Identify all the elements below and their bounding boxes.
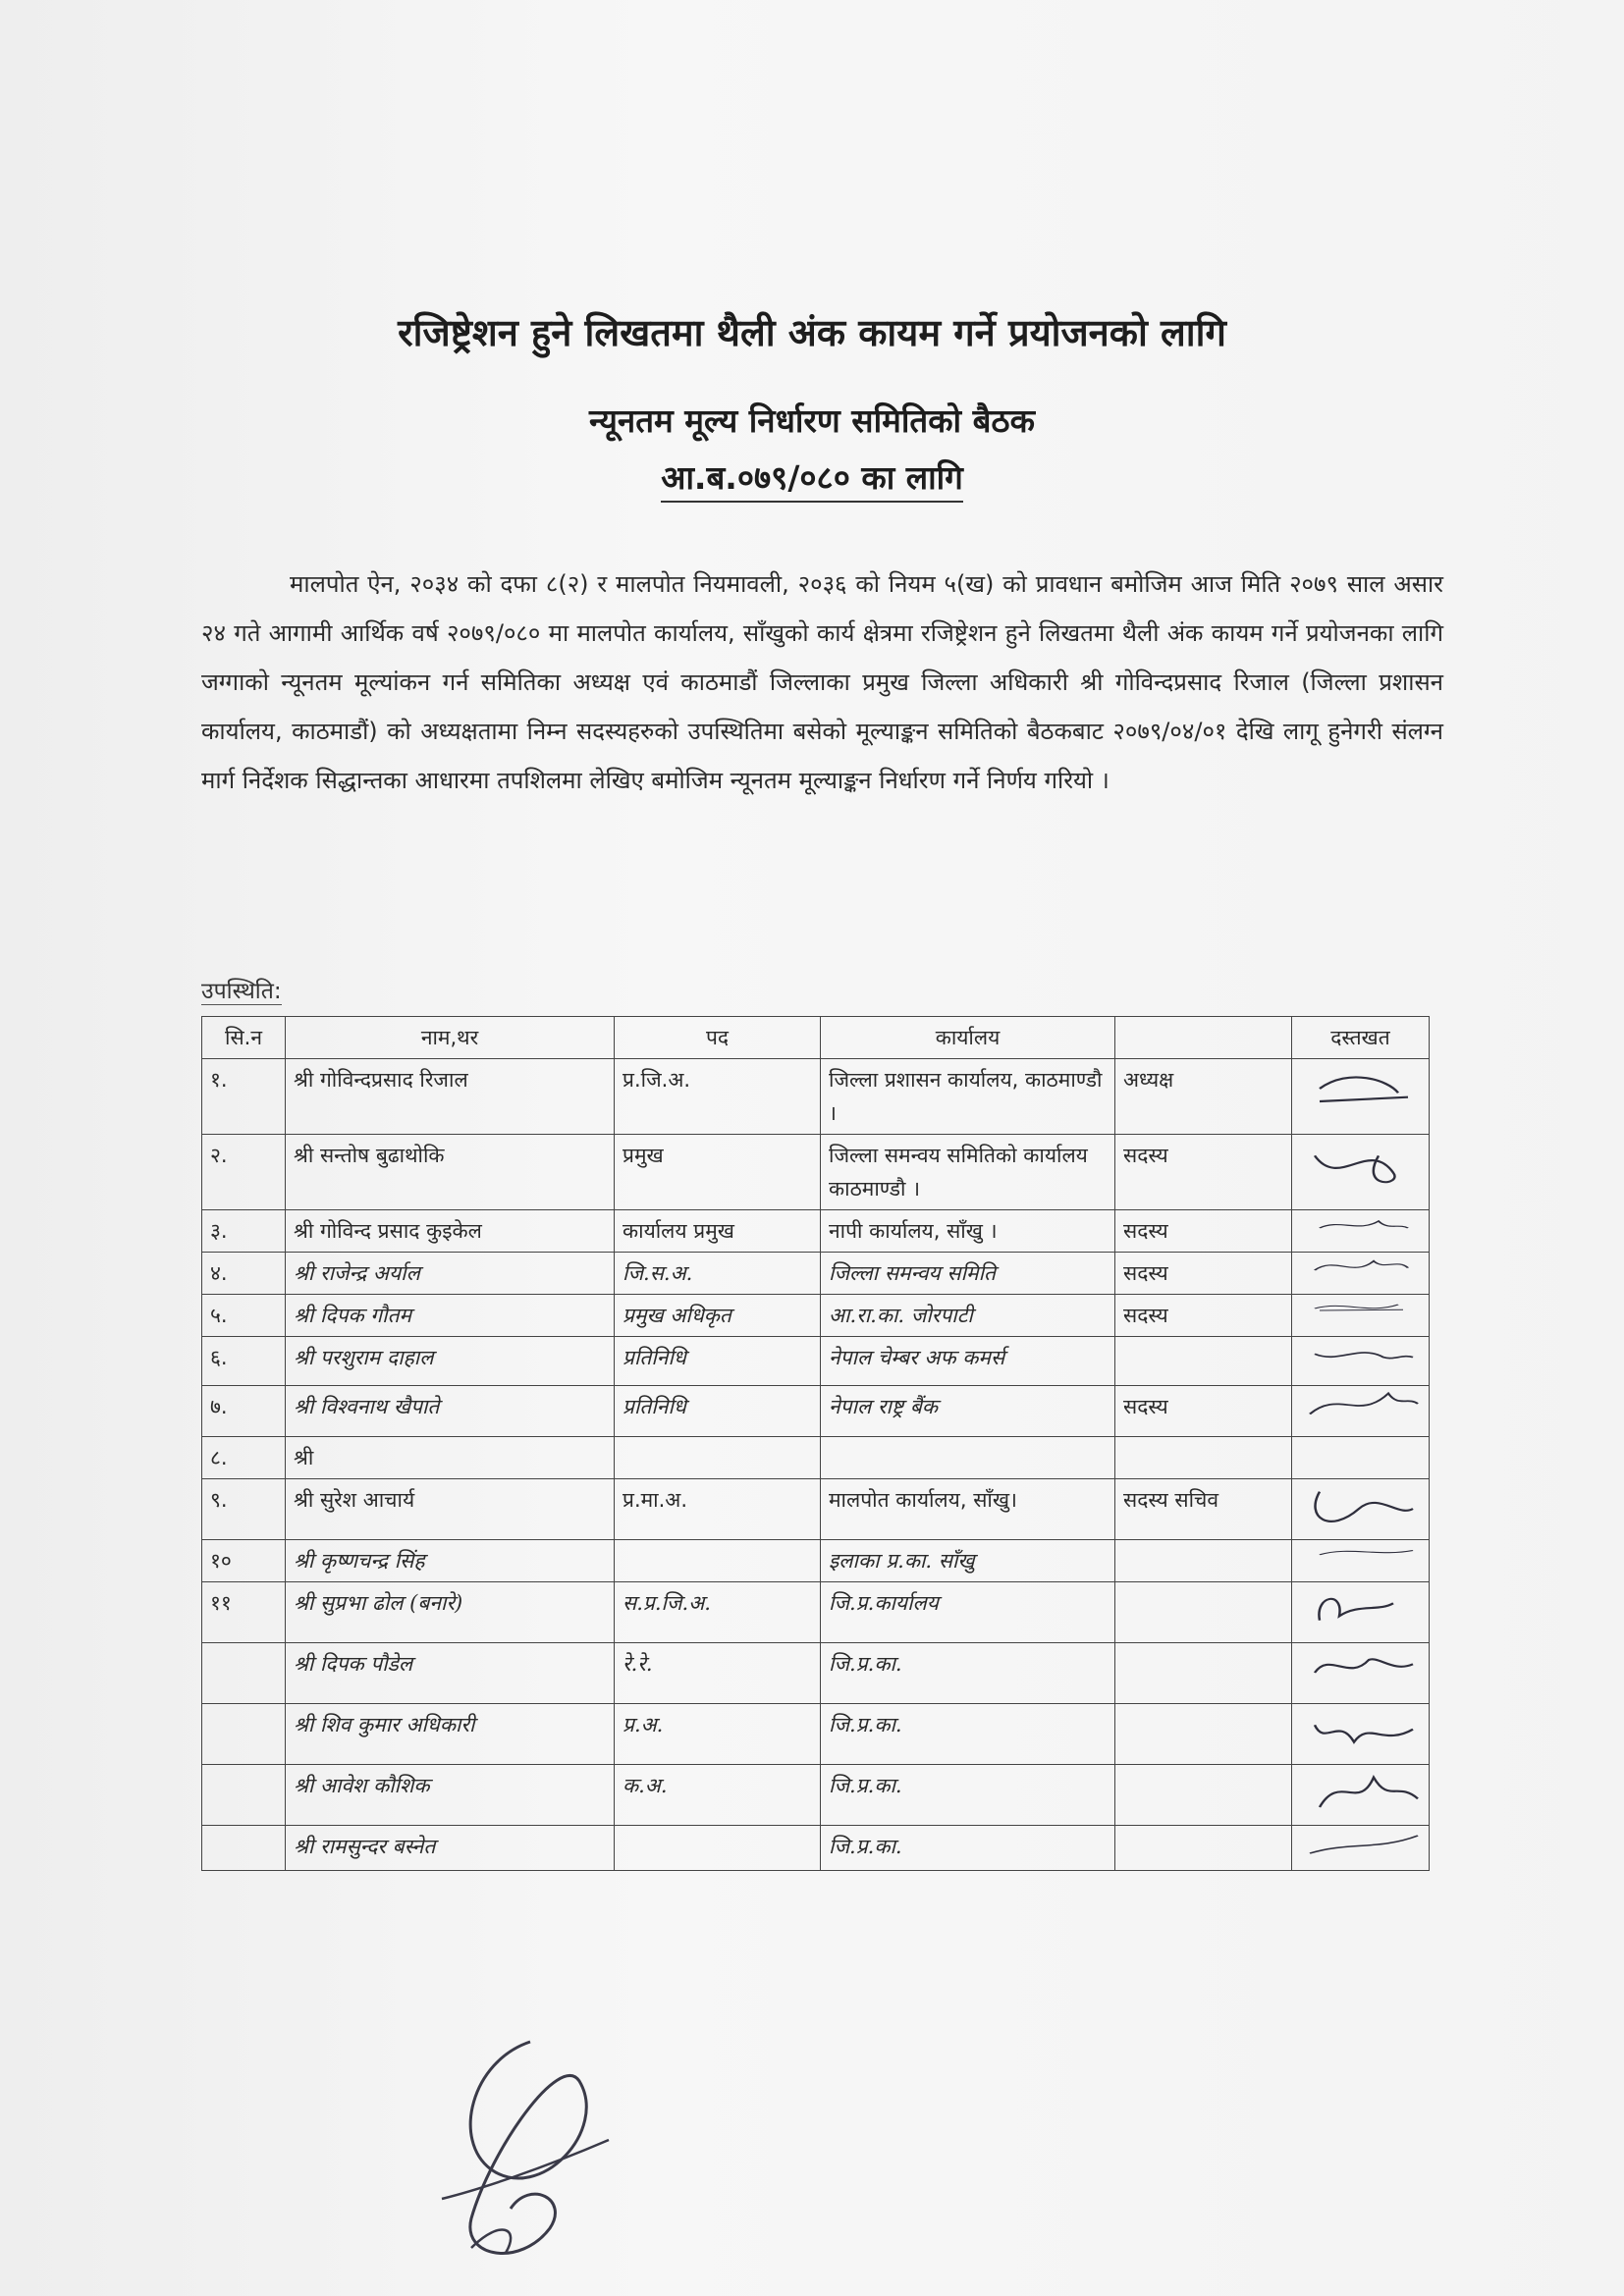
- cell-office: जिल्ला समन्वय समितिको कार्यालय काठमाण्डौ ।: [821, 1135, 1115, 1210]
- cell-office: नेपाल चेम्बर अफ कमर्स: [821, 1337, 1115, 1386]
- cell-role: अध्यक्ष: [1115, 1059, 1292, 1135]
- cell-office: मालपोत कार्यालय, साँखु।: [821, 1479, 1115, 1540]
- table-row: [202, 1210, 1430, 1253]
- cell-post: प्र.अ.: [615, 1704, 821, 1765]
- cell-role: [1115, 1765, 1292, 1826]
- cell-sn: ७.: [202, 1386, 286, 1437]
- cell-role: सदस्य: [1115, 1210, 1292, 1253]
- signature-cell: [1292, 1540, 1430, 1582]
- cell-post: स.प्र.जि.अ.: [615, 1582, 821, 1643]
- header-post: पद: [615, 1017, 821, 1059]
- cell-name: श्री परशुराम दाहाल: [286, 1337, 615, 1386]
- cell-name: श्री कृष्णचन्द्र सिंह: [286, 1540, 615, 1582]
- table-row: [202, 1295, 1430, 1337]
- fiscal-year-text: आ.ब.०७९/०८० का लागि: [661, 458, 963, 503]
- cell-post: जि.स.अ.: [615, 1253, 821, 1295]
- table-row: [202, 1437, 1430, 1479]
- cell-name: श्री गोविन्द प्रसाद कुइकेल: [286, 1210, 615, 1253]
- cell-name: श्री रामसुन्दर बस्नेत: [286, 1826, 615, 1871]
- document-subheading: न्यूनतम मूल्य निर्धारण समितिको बैठक: [589, 401, 1035, 440]
- cell-office: जि.प्र.कार्यालय: [821, 1582, 1115, 1643]
- cell-sn: १०: [202, 1540, 286, 1582]
- table-row: [202, 1704, 1430, 1765]
- handwritten-signature: [1300, 1769, 1422, 1820]
- signature-cell: [1292, 1437, 1430, 1479]
- cell-role: [1115, 1437, 1292, 1479]
- cell-name: श्री गोविन्दप्रसाद रिजाल: [286, 1059, 615, 1135]
- cell-post: प्रतिनिधि: [615, 1337, 821, 1386]
- signature-cell: [1292, 1253, 1430, 1295]
- cell-sn: [202, 1704, 286, 1765]
- bottom-signature: [412, 2022, 638, 2281]
- table-row: [202, 1582, 1430, 1643]
- cell-post: प्रतिनिधि: [615, 1386, 821, 1437]
- header-sn: सि.न: [202, 1017, 286, 1059]
- cell-role: सदस्य: [1115, 1295, 1292, 1337]
- table-row: [202, 1059, 1430, 1135]
- cell-role: [1115, 1704, 1292, 1765]
- cell-name: श्री सुप्रभा ढोल (बनारे): [286, 1582, 615, 1643]
- cell-post: रे.रे.: [615, 1643, 821, 1704]
- cell-post: कार्यालय प्रमुख: [615, 1210, 821, 1253]
- attendance-label-text: उपस्थिति:: [201, 979, 282, 1004]
- cell-post: क.अ.: [615, 1765, 821, 1826]
- handwritten-signature: [1300, 1647, 1422, 1698]
- table-header-row: [202, 1017, 1430, 1059]
- cell-post: [615, 1540, 821, 1582]
- decision-paragraph: मालपोत ऐन, २०३४ को दफा ८(२) र मालपोत नियमावली, २०३६ को नियम ५(ख) को प्रावधान बमोजिम आज मिति २०७९ साल असार २४ गते आगामी आर्थिक वर्ष २०७९/०८० मा मालपोत कार्यालय, साँखुको कार्य क्षेत्रमा रजिष्ट्रेशन हुने लिखतमा थैली अंक कायम गर्ने प्रयोजनका लागि जग्गाको न्यूनतम मूल्यांकन गर्न समितिका अध्यक्ष एवं काठमाडौं जिल्लाका प्रमुख जिल्ला अधिकारी श्री गोविन्दप्रसाद रिजाल (जिल्ला प्रशासन कार्यालय, काठमाडौं) को अध्यक्षतामा निम्न सदस्यहरुको उपस्थितिमा बसेको मूल्याङ्कन समितिको बैठकबाट २०७९/०४/०१ देखि लागू हुनेगरी संलग्न मार्ग निर्देशक सिद्धान्तका आधारमा तपशिलमा लेखिए बमोजिम न्यूनतम मूल्याङ्कन निर्धारण गर्ने निर्णय गरियो ।: [201, 570, 1443, 794]
- cell-name: श्री: [286, 1437, 615, 1479]
- table-row: [202, 1479, 1430, 1540]
- cell-office: जि.प्र.का.: [821, 1704, 1115, 1765]
- handwritten-signature: [1300, 1544, 1422, 1570]
- signature-cell: [1292, 1135, 1430, 1210]
- cell-sn: ४.: [202, 1253, 286, 1295]
- cell-post: प्रमुख: [615, 1135, 821, 1210]
- cell-post: प्रमुख अधिकृत: [615, 1295, 821, 1337]
- handwritten-signature: [1300, 1214, 1422, 1242]
- cell-role: [1115, 1826, 1292, 1871]
- cell-post: प्र.मा.अ.: [615, 1479, 821, 1540]
- cell-post: [615, 1826, 821, 1871]
- signature-cell: [1292, 1826, 1430, 1871]
- signature-cell: [1292, 1295, 1430, 1337]
- cell-role: सदस्य: [1115, 1386, 1292, 1437]
- cell-office: नापी कार्यालय, साँखु ।: [821, 1210, 1115, 1253]
- fiscal-year: [0, 454, 1624, 499]
- cell-role: [1115, 1540, 1292, 1582]
- signature-cell: [1292, 1479, 1430, 1540]
- handwritten-signature: [1300, 1483, 1422, 1534]
- cell-office: इलाका प्र.का. साँखु: [821, 1540, 1115, 1582]
- cell-office: [821, 1437, 1115, 1479]
- handwritten-signature: [1300, 1586, 1422, 1637]
- cell-name: श्री राजेन्द्र अर्याल: [286, 1253, 615, 1295]
- table-row: [202, 1135, 1430, 1210]
- header-role: [1115, 1017, 1292, 1059]
- cell-sn: ६.: [202, 1337, 286, 1386]
- handwritten-signature: [1300, 1139, 1422, 1190]
- table-row: [202, 1337, 1430, 1386]
- handwritten-signature: [1300, 1390, 1422, 1431]
- cell-role: सदस्य सचिव: [1115, 1479, 1292, 1540]
- signature-cell: [1292, 1704, 1430, 1765]
- cell-sn: [202, 1765, 286, 1826]
- header-office: कार्यालय: [821, 1017, 1115, 1059]
- signature-cell: [1292, 1765, 1430, 1826]
- cell-role: सदस्य: [1115, 1253, 1292, 1295]
- cell-role: [1115, 1643, 1292, 1704]
- cell-sn: २.: [202, 1135, 286, 1210]
- handwritten-signature: [1300, 1299, 1422, 1322]
- cell-sn: [202, 1826, 286, 1871]
- document-heading: रजिष्ट्रेशन हुने लिखतमा थैली अंक कायम गर्ने प्रयोजनको लागि: [398, 311, 1226, 354]
- cell-name: श्री दिपक पौडेल: [286, 1643, 615, 1704]
- handwritten-signature: [1300, 1708, 1422, 1759]
- handwritten-signature: [1300, 1256, 1422, 1284]
- table-row: [202, 1386, 1430, 1437]
- cell-name: श्री सुरेश आचार्य: [286, 1479, 615, 1540]
- cell-office: जि.प्र.का.: [821, 1826, 1115, 1871]
- signature-cell: [1292, 1337, 1430, 1386]
- cell-office: आ.रा.का. जोरपाटी: [821, 1295, 1115, 1337]
- cell-office: नेपाल राष्ट्र बैंक: [821, 1386, 1115, 1437]
- cell-role: [1115, 1337, 1292, 1386]
- cell-sn: ५.: [202, 1295, 286, 1337]
- cell-role: [1115, 1582, 1292, 1643]
- header-signature: दस्तखत: [1292, 1017, 1430, 1059]
- cell-sn: [202, 1643, 286, 1704]
- table-row: [202, 1253, 1430, 1295]
- cell-office: जि.प्र.का.: [821, 1643, 1115, 1704]
- cell-sn: ११: [202, 1582, 286, 1643]
- handwritten-signature: [1300, 1341, 1422, 1380]
- signature-cell: [1292, 1643, 1430, 1704]
- header-name: नाम,थर: [286, 1017, 615, 1059]
- table-row: [202, 1643, 1430, 1704]
- attendance-table: [201, 1016, 1430, 1871]
- cell-office: जिल्ला समन्वय समिति: [821, 1253, 1115, 1295]
- cell-sn: ३.: [202, 1210, 286, 1253]
- cell-sn: ८.: [202, 1437, 286, 1479]
- signature-cell: [1292, 1582, 1430, 1643]
- handwritten-signature: [1300, 1063, 1422, 1114]
- cell-name: श्री आवेश कौशिक: [286, 1765, 615, 1826]
- cell-office: जि.प्र.का.: [821, 1765, 1115, 1826]
- cell-role: सदस्य: [1115, 1135, 1292, 1210]
- signature-cell: [1292, 1386, 1430, 1437]
- cell-name: श्री शिव कुमार अधिकारी: [286, 1704, 615, 1765]
- attendance-label: [201, 974, 282, 1005]
- table-row: [202, 1826, 1430, 1871]
- table-row: [202, 1765, 1430, 1826]
- table-row: [202, 1540, 1430, 1582]
- cell-post: प्र.जि.अ.: [615, 1059, 821, 1135]
- cell-name: श्री विश्वनाथ खैपाते: [286, 1386, 615, 1437]
- signature-cell: [1292, 1210, 1430, 1253]
- handwritten-signature: [1300, 1830, 1422, 1865]
- cell-sn: १.: [202, 1059, 286, 1135]
- cell-name: श्री सन्तोष बुढाथोकि: [286, 1135, 615, 1210]
- cell-sn: ९.: [202, 1479, 286, 1540]
- cell-office: जिल्ला प्रशासन कार्यालय, काठमाण्डौ ।: [821, 1059, 1115, 1135]
- cell-name: श्री दिपक गौतम: [286, 1295, 615, 1337]
- cell-post: [615, 1437, 821, 1479]
- signature-cell: [1292, 1059, 1430, 1135]
